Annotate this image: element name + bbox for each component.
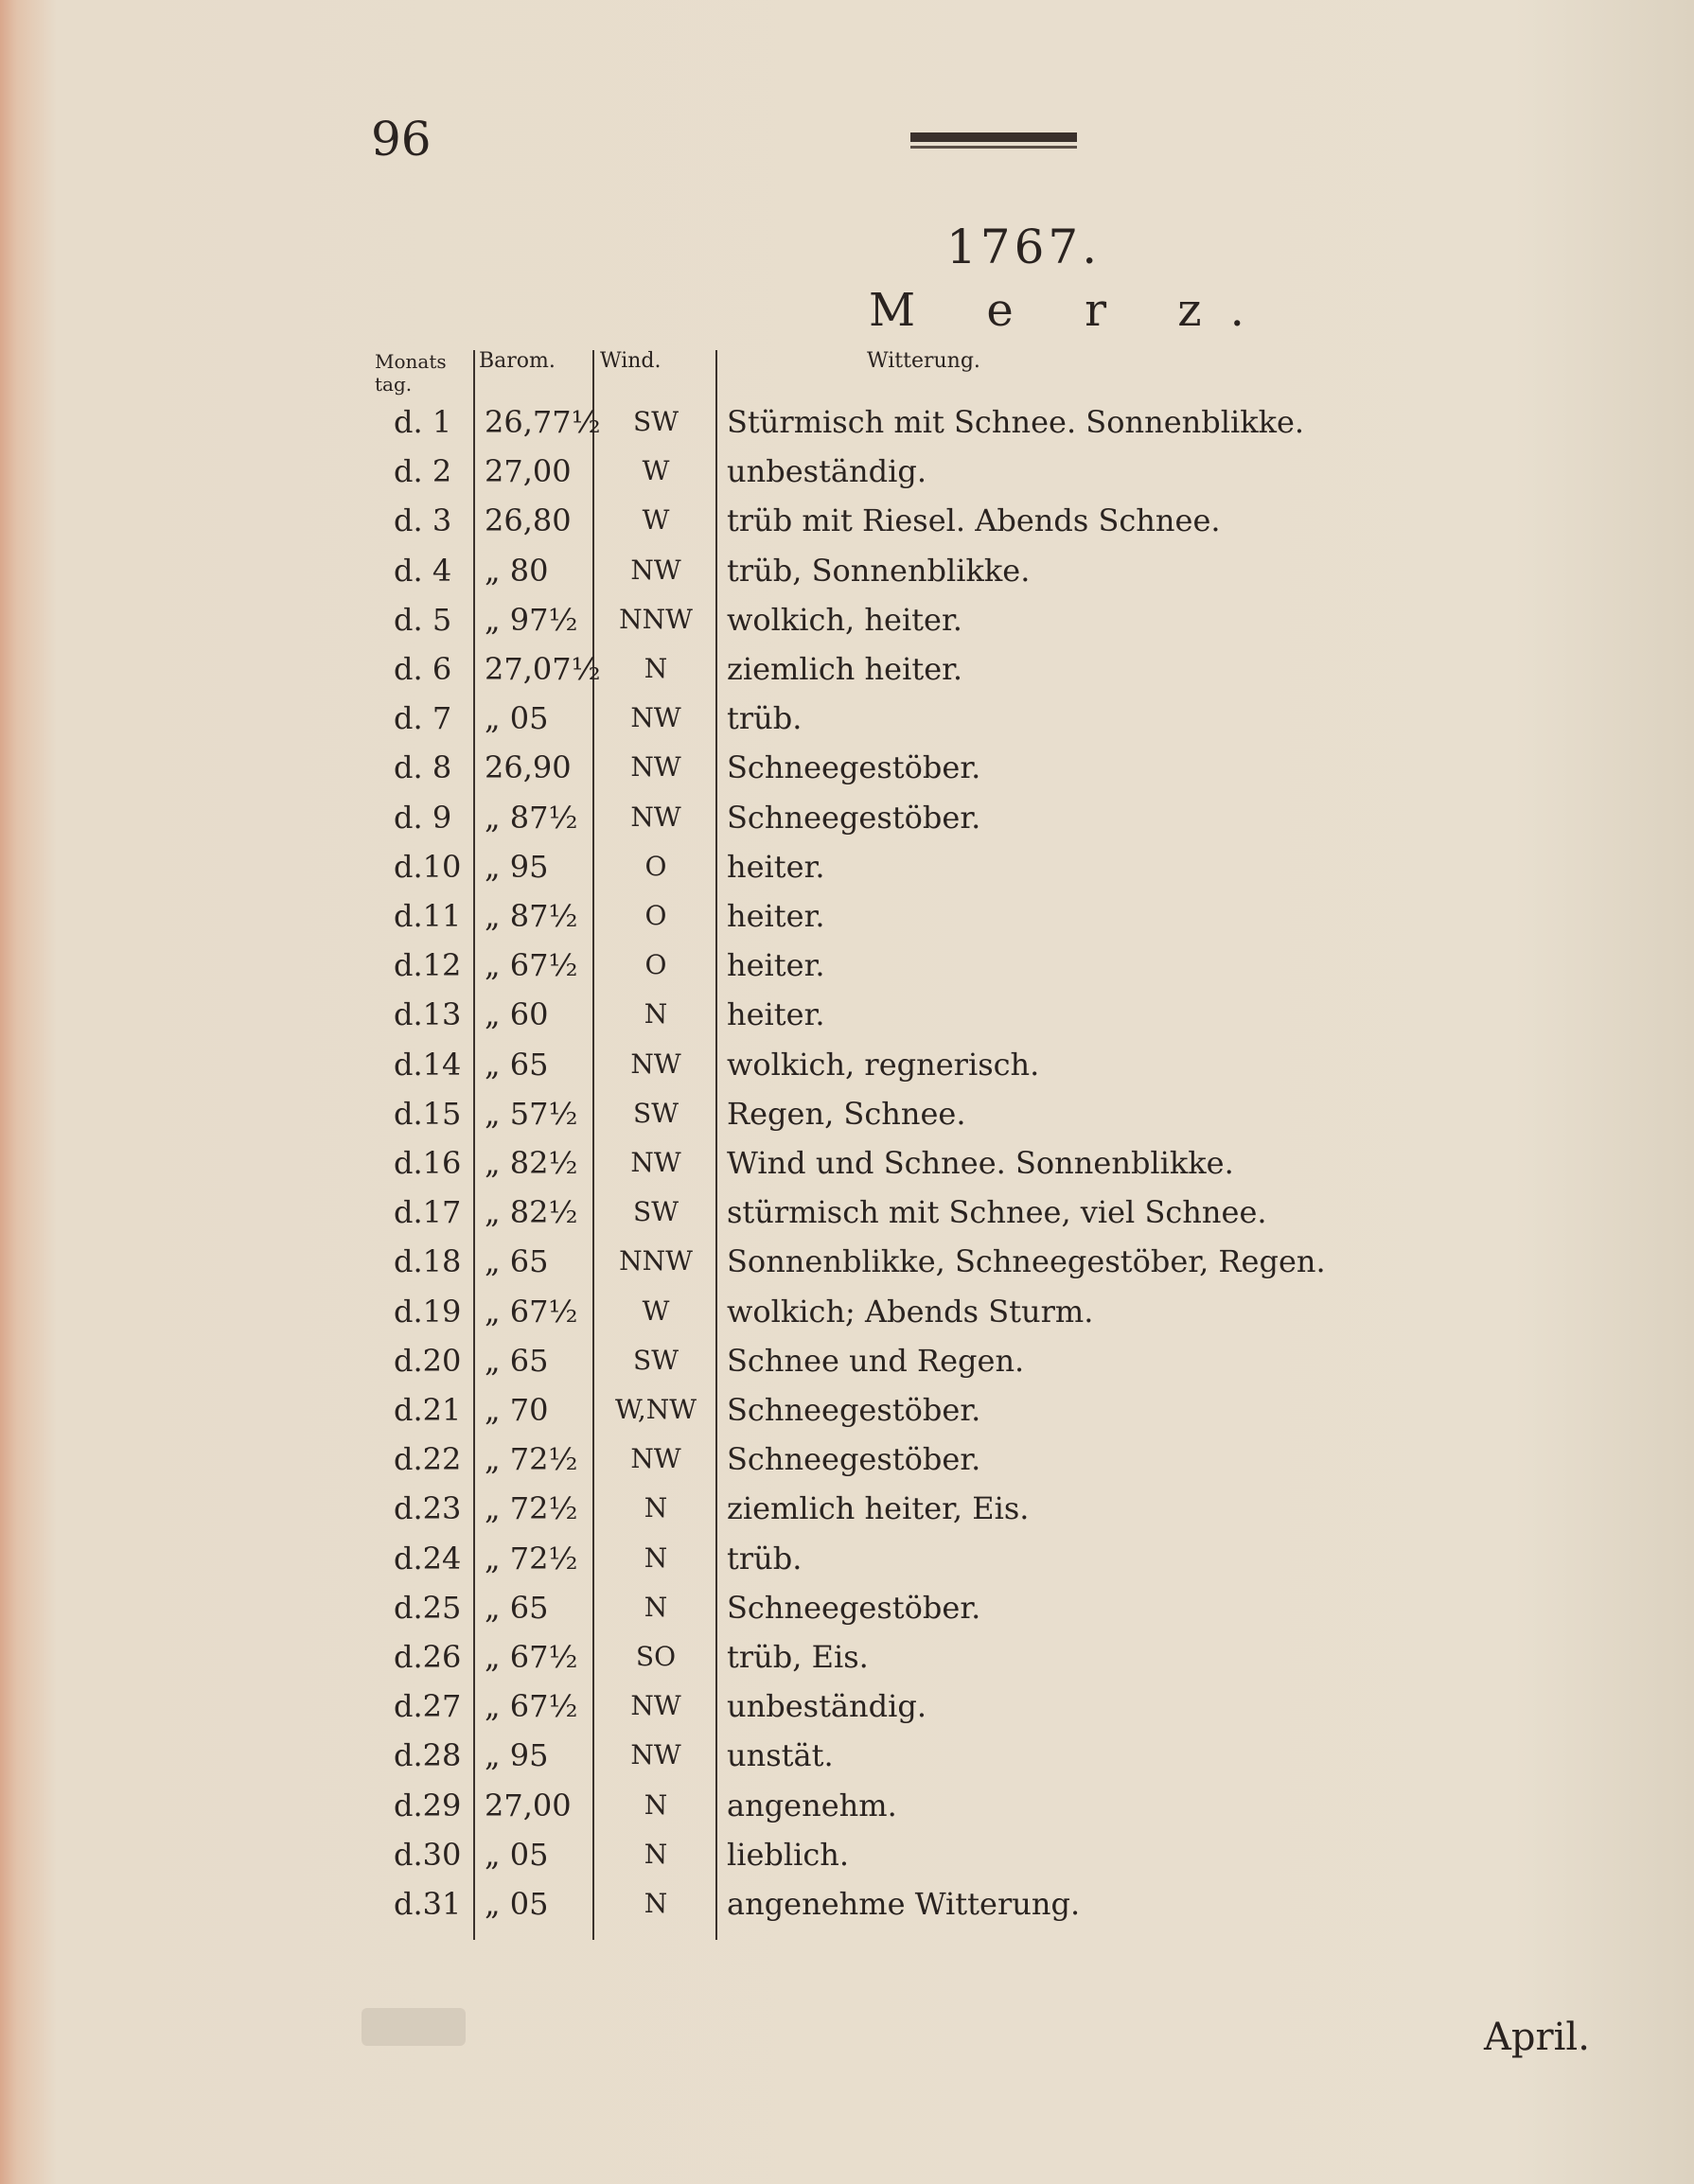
- wind-cell: NW: [630, 1739, 681, 1771]
- weather-cell: Schneegestöber.: [727, 799, 981, 836]
- barometer-cell: 27,00: [485, 1787, 572, 1823]
- table-row: [375, 743, 1321, 792]
- table-row: [375, 1435, 1321, 1484]
- wind-cell: SW: [633, 406, 679, 437]
- day-cell: d.18: [394, 1243, 462, 1280]
- table-row: [375, 891, 1321, 941]
- wind-cell: W: [642, 455, 670, 487]
- header-rule-thin: [910, 146, 1077, 149]
- day-cell: d.29: [394, 1787, 462, 1823]
- weather-cell: unstät.: [727, 1737, 834, 1774]
- day-cell: d.30: [394, 1836, 462, 1873]
- day-cell: d.25: [394, 1589, 462, 1626]
- table-row: [375, 694, 1321, 743]
- table-row: [375, 397, 1321, 447]
- barometer-cell: 26,77½: [485, 404, 601, 440]
- weather-cell: heiter.: [727, 996, 825, 1033]
- page-number: 96: [371, 112, 432, 167]
- table-row: [375, 496, 1321, 545]
- weather-cell: heiter.: [727, 848, 825, 885]
- weather-cell: stürmisch mit Schnee, viel Schnee.: [727, 1194, 1267, 1231]
- day-cell: d.27: [394, 1688, 462, 1725]
- weather-cell: Stürmisch mit Schnee. Sonnenblikke.: [727, 404, 1305, 440]
- day-cell: d.19: [394, 1293, 462, 1330]
- day-cell: d.23: [394, 1490, 462, 1527]
- weather-cell: lieblich.: [727, 1836, 850, 1873]
- wind-cell: NNW: [619, 603, 693, 635]
- barometer-cell: 27,00: [485, 453, 572, 490]
- barometer-cell: „ 57½: [485, 1095, 578, 1132]
- table-row: [375, 1040, 1321, 1089]
- barometer-cell: „ 60: [485, 996, 549, 1033]
- table-row: [375, 1534, 1321, 1583]
- wind-cell: SW: [633, 1196, 679, 1228]
- wind-cell: NW: [630, 1690, 681, 1722]
- column-header-wind: Wind.: [600, 349, 662, 373]
- wind-cell: N: [644, 653, 668, 684]
- weather-cell: trüb, Sonnenblikke.: [727, 552, 1031, 589]
- wind-cell: N: [644, 1888, 668, 1919]
- day-cell: d.16: [394, 1145, 462, 1181]
- day-cell: d. 7: [394, 700, 452, 737]
- day-cell: d.14: [394, 1046, 462, 1083]
- wind-cell: N: [644, 998, 668, 1030]
- column-header-day: Monats tag.: [375, 350, 447, 396]
- weather-cell: wolkich; Abends Sturm.: [727, 1293, 1094, 1330]
- day-cell: d.11: [394, 898, 462, 934]
- day-cell: d.22: [394, 1441, 462, 1478]
- weather-cell: Schneegestöber.: [727, 749, 981, 786]
- weather-cell: angenehme Witterung.: [727, 1886, 1081, 1922]
- wind-cell: NW: [630, 554, 681, 586]
- wind-cell: N: [644, 1788, 668, 1821]
- weather-cell: angenehm.: [727, 1787, 897, 1823]
- wind-cell: O: [644, 900, 667, 931]
- barometer-cell: „ 87½: [485, 799, 578, 836]
- wind-cell: W: [642, 504, 670, 537]
- wind-cell: NW: [630, 751, 681, 784]
- wind-cell: N: [644, 1492, 668, 1524]
- day-cell: d. 6: [394, 651, 452, 687]
- weather-cell: ziemlich heiter.: [727, 651, 963, 687]
- catchword: April.: [1484, 2016, 1590, 2059]
- wind-cell: SW: [633, 1344, 679, 1376]
- table-row: [375, 1336, 1321, 1385]
- barometer-cell: 26,90: [485, 749, 572, 786]
- day-cell: d.21: [394, 1392, 462, 1428]
- day-cell: d.17: [394, 1194, 462, 1231]
- barometer-cell: „ 82½: [485, 1194, 578, 1231]
- table-row: [375, 1583, 1321, 1632]
- wind-cell: O: [644, 949, 667, 981]
- barometer-cell: „ 95: [485, 848, 549, 885]
- table-row: [375, 447, 1321, 496]
- barometer-cell: „ 70: [485, 1392, 549, 1428]
- table-row: [375, 941, 1321, 990]
- table-row: [375, 595, 1321, 644]
- barometer-cell: „ 65: [485, 1046, 549, 1083]
- table-row: [375, 1188, 1321, 1237]
- wind-cell: SO: [635, 1641, 677, 1672]
- wind-cell: NW: [630, 702, 681, 734]
- day-cell: d.13: [394, 996, 462, 1033]
- weather-cell: Regen, Schnee.: [727, 1095, 966, 1132]
- weather-cell: trüb, Eis.: [727, 1639, 869, 1675]
- table-row: [375, 644, 1321, 694]
- barometer-cell: „ 05: [485, 1836, 549, 1873]
- table-row: [375, 1385, 1321, 1435]
- day-cell: d.10: [394, 848, 462, 885]
- table-row: [375, 1484, 1321, 1533]
- weather-cell: Schneegestöber.: [727, 1392, 981, 1428]
- weather-cell: Schneegestöber.: [727, 1589, 981, 1626]
- barometer-cell: „ 72½: [485, 1540, 578, 1576]
- day-cell: d. 5: [394, 601, 452, 638]
- day-cell: d.26: [394, 1639, 462, 1675]
- wind-cell: NW: [630, 1048, 681, 1080]
- wind-cell: N: [644, 1591, 668, 1623]
- column-header-weather: Witterung.: [867, 349, 980, 373]
- day-cell: d.28: [394, 1737, 462, 1774]
- wind-cell: N: [644, 1541, 668, 1574]
- table-row: [375, 1830, 1321, 1879]
- weather-cell: unbeständig.: [727, 1688, 926, 1725]
- barometer-cell: „ 87½: [485, 898, 578, 934]
- barometer-cell: „ 72½: [485, 1490, 578, 1527]
- table-row: [375, 1287, 1321, 1336]
- weather-cell: trüb.: [727, 700, 803, 737]
- day-cell: d. 3: [394, 502, 452, 539]
- month-heading: M e r z.: [869, 284, 1273, 337]
- wind-cell: W,NW: [614, 1394, 697, 1425]
- table-row: [375, 1879, 1321, 1929]
- weather-cell: heiter.: [727, 947, 825, 984]
- table-row: [375, 1632, 1321, 1682]
- weather-cell: Schneegestöber.: [727, 1441, 981, 1478]
- wind-cell: NNW: [619, 1245, 693, 1277]
- day-cell: d. 8: [394, 749, 452, 786]
- weather-cell: trüb mit Riesel. Abends Schnee.: [727, 502, 1221, 539]
- wind-cell: W: [642, 1295, 670, 1327]
- day-cell: d. 1: [394, 404, 452, 440]
- barometer-cell: „ 65: [485, 1589, 549, 1626]
- barometer-cell: „ 82½: [485, 1145, 578, 1181]
- weather-cell: ziemlich heiter, Eis.: [727, 1490, 1030, 1527]
- table-row: [375, 1237, 1326, 1286]
- weather-cell: wolkich, regnerisch.: [727, 1046, 1040, 1083]
- table-row: [375, 1781, 1321, 1830]
- weather-cell: Wind und Schnee. Sonnenblikke.: [727, 1145, 1234, 1181]
- table-row: [375, 793, 1321, 842]
- day-cell: d.15: [394, 1095, 462, 1132]
- barometer-cell: 26,80: [485, 502, 572, 539]
- weather-cell: heiter.: [727, 898, 825, 934]
- barometer-cell: „ 65: [485, 1243, 549, 1280]
- day-cell: d. 9: [394, 799, 452, 836]
- weather-cell: Sonnenblikke, Schneegestöber, Regen.: [727, 1243, 1326, 1280]
- weather-cell: trüb.: [727, 1540, 803, 1576]
- barometer-cell: „ 67½: [485, 947, 578, 984]
- table-row: [375, 1731, 1321, 1780]
- wind-cell: NW: [630, 801, 681, 833]
- weather-cell: wolkich, heiter.: [727, 601, 962, 638]
- day-cell: d. 2: [394, 453, 452, 490]
- day-cell: d. 4: [394, 552, 452, 589]
- barometer-cell: „ 67½: [485, 1639, 578, 1675]
- day-cell: d.20: [394, 1342, 462, 1379]
- wind-cell: N: [644, 1838, 668, 1870]
- wind-cell: SW: [633, 1097, 679, 1129]
- table-row: [375, 1089, 1321, 1138]
- barometer-cell: „ 67½: [485, 1293, 578, 1330]
- table-row: [375, 1138, 1321, 1188]
- barometer-cell: „ 67½: [485, 1688, 578, 1725]
- table-row: [375, 842, 1321, 891]
- day-cell: d.24: [394, 1540, 462, 1576]
- weather-cell: unbeständig.: [727, 453, 926, 490]
- wind-cell: O: [644, 850, 667, 882]
- barometer-cell: „ 72½: [485, 1441, 578, 1478]
- bleed-through-mark: [362, 2008, 466, 2046]
- year-heading: 1767.: [946, 220, 1102, 274]
- header-rule: [910, 132, 1077, 142]
- barometer-cell: „ 65: [485, 1342, 549, 1379]
- barometer-cell: 27,07½: [485, 651, 601, 687]
- table-row: [375, 546, 1321, 595]
- day-cell: d.12: [394, 947, 462, 984]
- weather-cell: Schnee und Regen.: [727, 1342, 1025, 1379]
- barometer-cell: „ 05: [485, 1886, 549, 1922]
- table-row: [375, 990, 1321, 1039]
- table-row: [375, 1682, 1321, 1731]
- barometer-cell: „ 80: [485, 552, 549, 589]
- day-cell: d.31: [394, 1886, 462, 1922]
- barometer-cell: „ 05: [485, 700, 549, 737]
- wind-cell: NW: [630, 1147, 681, 1178]
- column-header-barometer: Barom.: [479, 349, 556, 373]
- wind-cell: NW: [630, 1443, 681, 1475]
- barometer-cell: „ 97½: [485, 601, 578, 638]
- barometer-cell: „ 95: [485, 1737, 549, 1774]
